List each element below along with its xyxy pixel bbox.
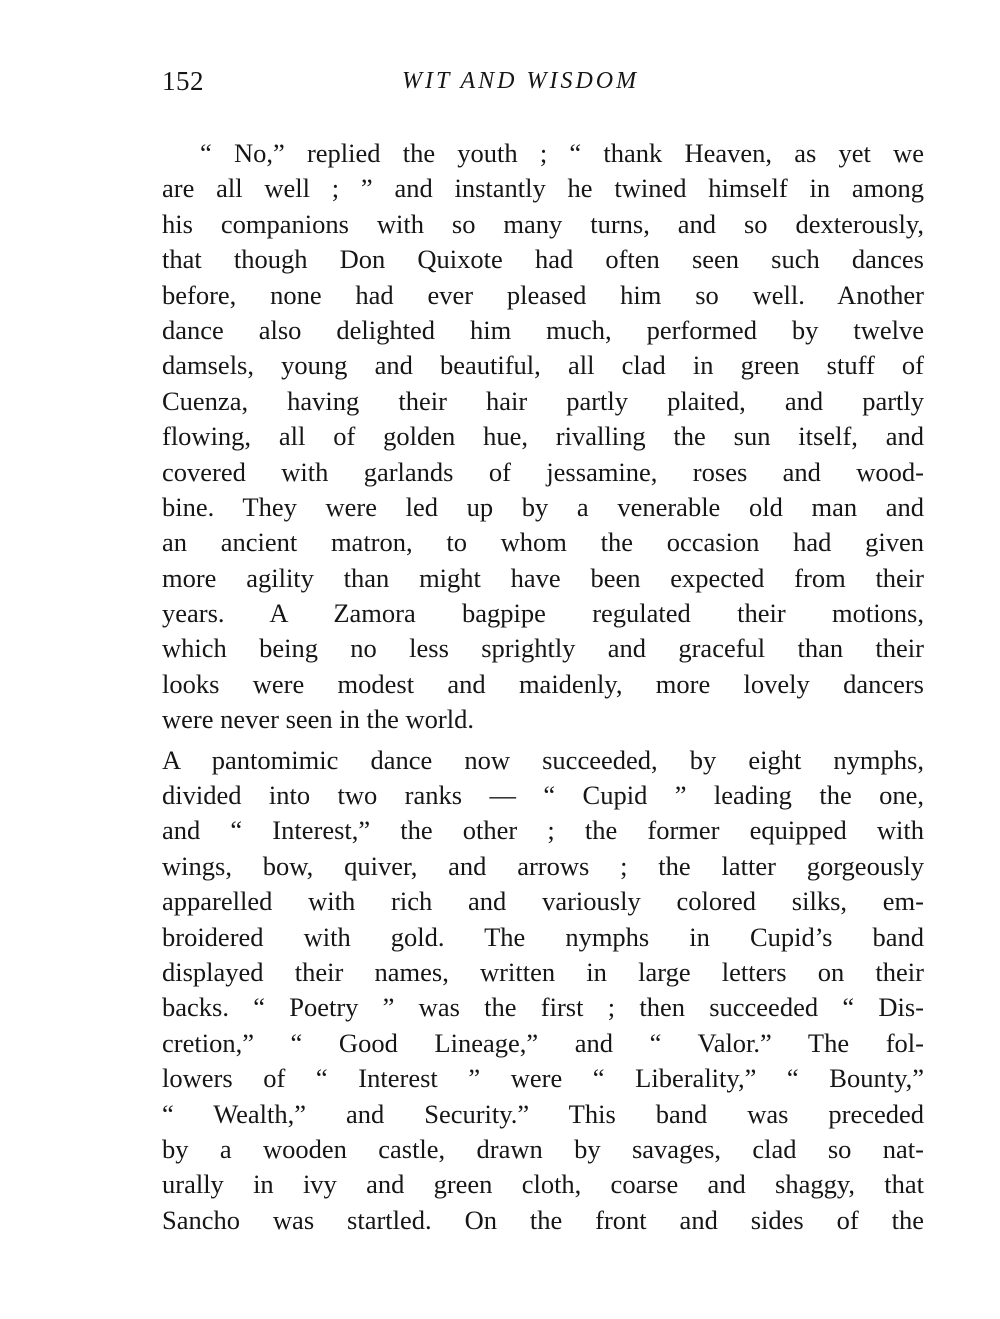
text-line: apparelled with rich and variously colored silks, em- xyxy=(162,886,924,917)
text-line: divided into two ranks — “ Cupid ” leading the one, xyxy=(162,780,924,811)
text-line: bine. They were led up by a venerable old man and xyxy=(162,491,924,522)
text-line: looks were modest and maidenly, more lovely dancers xyxy=(162,668,924,699)
text-line: backs. “ Poetry ” was the first ; then succeeded “ Dis- xyxy=(162,992,924,1023)
text-line: “ Wealth,” and Security.” This band was preceded xyxy=(162,1098,924,1129)
text-line: were never seen in the world. xyxy=(162,704,474,735)
text-line: by a wooden castle, drawn by savages, clad so nat- xyxy=(162,1133,924,1164)
text-line: dance also delighted him much, performed by twelve xyxy=(162,314,924,345)
text-line: and “ Interest,” the other ; the former equipped with xyxy=(162,815,924,846)
paragraph-2 xyxy=(162,743,924,1238)
text-line: Sancho was startled. On the front and sides of the xyxy=(162,1204,924,1235)
running-title: WIT AND WISDOM xyxy=(402,68,640,94)
text-line: covered with garlands of jessamine, roses and wood- xyxy=(162,456,924,487)
text-line: broidered with gold. The nymphs in Cupid’s band xyxy=(162,921,924,952)
text-line: A pantomimic dance now succeeded, by eight nymphs, xyxy=(162,744,924,775)
text-line: lowers of “ Interest ” were “ Liberality,” “ Bounty,” xyxy=(162,1063,924,1094)
text-line: cretion,” “ Good Lineage,” and “ Valor.” The fol- xyxy=(162,1027,924,1058)
text-line: which being no less sprightly and graceful than their xyxy=(162,633,924,664)
text-line: that though Don Quixote had often seen such dances xyxy=(162,244,924,275)
text-line: are all well ; ” and instantly he twined himself in among xyxy=(162,173,924,204)
page-number: 152 xyxy=(162,66,204,96)
text-line: “ No,” replied the youth ; “ thank Heaven, as yet we xyxy=(200,138,924,168)
body-text xyxy=(162,136,924,1238)
text-line: an ancient matron, to whom the occasion had given xyxy=(162,527,924,558)
text-line: urally in ivy and green cloth, coarse and shaggy, that xyxy=(162,1169,924,1200)
text-line: Cuenza, having their hair partly plaited, and partly xyxy=(162,385,924,416)
text-line: flowing, all of golden hue, rivalling the sun itself, and xyxy=(162,421,924,452)
page-header xyxy=(162,66,924,106)
text-line: his companions with so many turns, and so dexterously, xyxy=(162,208,924,239)
text-line: damsels, young and beautiful, all clad in green stuff of xyxy=(162,350,924,381)
text-line: more agility than might have been expected from their xyxy=(162,562,924,593)
text-line: displayed their names, written in large letters on their xyxy=(162,956,924,987)
text-line: years. A Zamora bagpipe regulated their motions, xyxy=(162,598,924,629)
text-line: wings, bow, quiver, and arrows ; the latter gorgeously xyxy=(162,850,924,881)
text-line: before, none had ever pleased him so well. Another xyxy=(162,279,924,310)
paragraph-1 xyxy=(162,136,924,738)
